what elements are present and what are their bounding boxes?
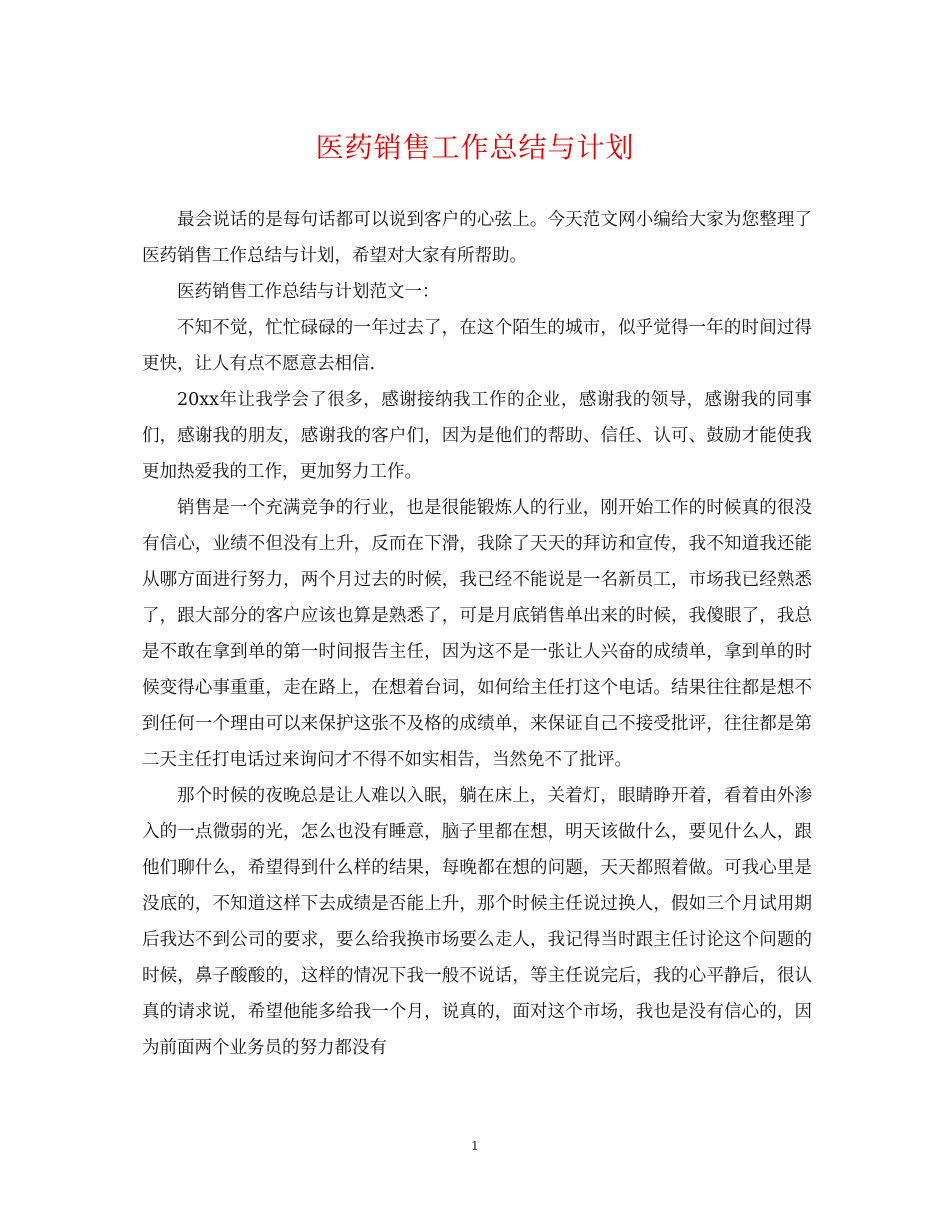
paragraph: 销售是一个充满竞争的行业，也是很能锻炼人的行业，刚开始工作的时候真的很没有信心，业绩不但没有上升，反而在下滑，我除了天天的拜访和宣传，我不知道我还能从哪方面进行努力，两个月过去的时候，我已经不能说是一名新员工，市场我已经熟悉了，跟大部分的客户应该也算是熟悉了，可是月底销售单出来的时候，我傻眼了，我总是不敢在拿到单的第一时间报告主任，因为这不是一张让人兴奋的成绩单，拿到单的时候变得心事重重，走在路上，在想着台词，如何给主任打这个电话。结果往往都是想不到任何一个理由可以来保护这张不及格的成绩单，来保证自己不接受批评，往往都是第二天主任打电话过来询问才不得不如实相告，当然免不了批评。 bbox=[142, 498, 812, 770]
paragraph: 那个时候的夜晚总是让人难以入眠，躺在床上，关着灯，眼睛睁开着，看着由外渗入的一点微弱的光，怎么也没有睡意，脑子里都在想，明天该做什么，要见什么人，跟他们聊什么，希望得到什么样的结果，每晚都在想的问题，天天都照着做。可我心里是没底的，不知道这样下去成绩是否能上升，那个时候主任说过换人，假如三个月试用期后我达不到公司的要求，要么给我换市场要么走人，我记得当时跟主任讨论这个问题的时候，鼻子酸酸的，这样的情况下我一般不说话，等主任说完后，我的心平静后，很认真的请求说，希望他能多给我一个月，说真的，面对这个市场，我也是没有信心的，因为前面两个业务员的努力都没有 bbox=[142, 786, 812, 1058]
paragraph: 不知不觉，忙忙碌碌的一年过去了，在这个陌生的城市，似乎觉得一年的时间过得更快，让人有点不愿意去相信. bbox=[142, 318, 812, 374]
paragraph-heading-sample-one: 医药销售工作总结与计划范文一： bbox=[177, 282, 440, 302]
document-title: 医药销售工作总结与计划 bbox=[315, 131, 635, 164]
paragraph: 20xx年让我学会了很多，感谢接纳我工作的企业，感谢我的领导，感谢我的同事们，感谢我的朋友，感谢我的客户们，因为是他们的帮助、信任、认可、鼓励才能使我更加热爱我的工作，更加努力工作。 bbox=[142, 390, 812, 482]
paragraph-intro: 最会说话的是每句话都可以说到客户的心弦上。今天范文网小编给大家为您整理了医药销售工作总结与计划，希望对大家有所帮助。 bbox=[142, 210, 812, 266]
document-body bbox=[142, 202, 812, 1066]
page-number: 1 bbox=[471, 1139, 479, 1153]
